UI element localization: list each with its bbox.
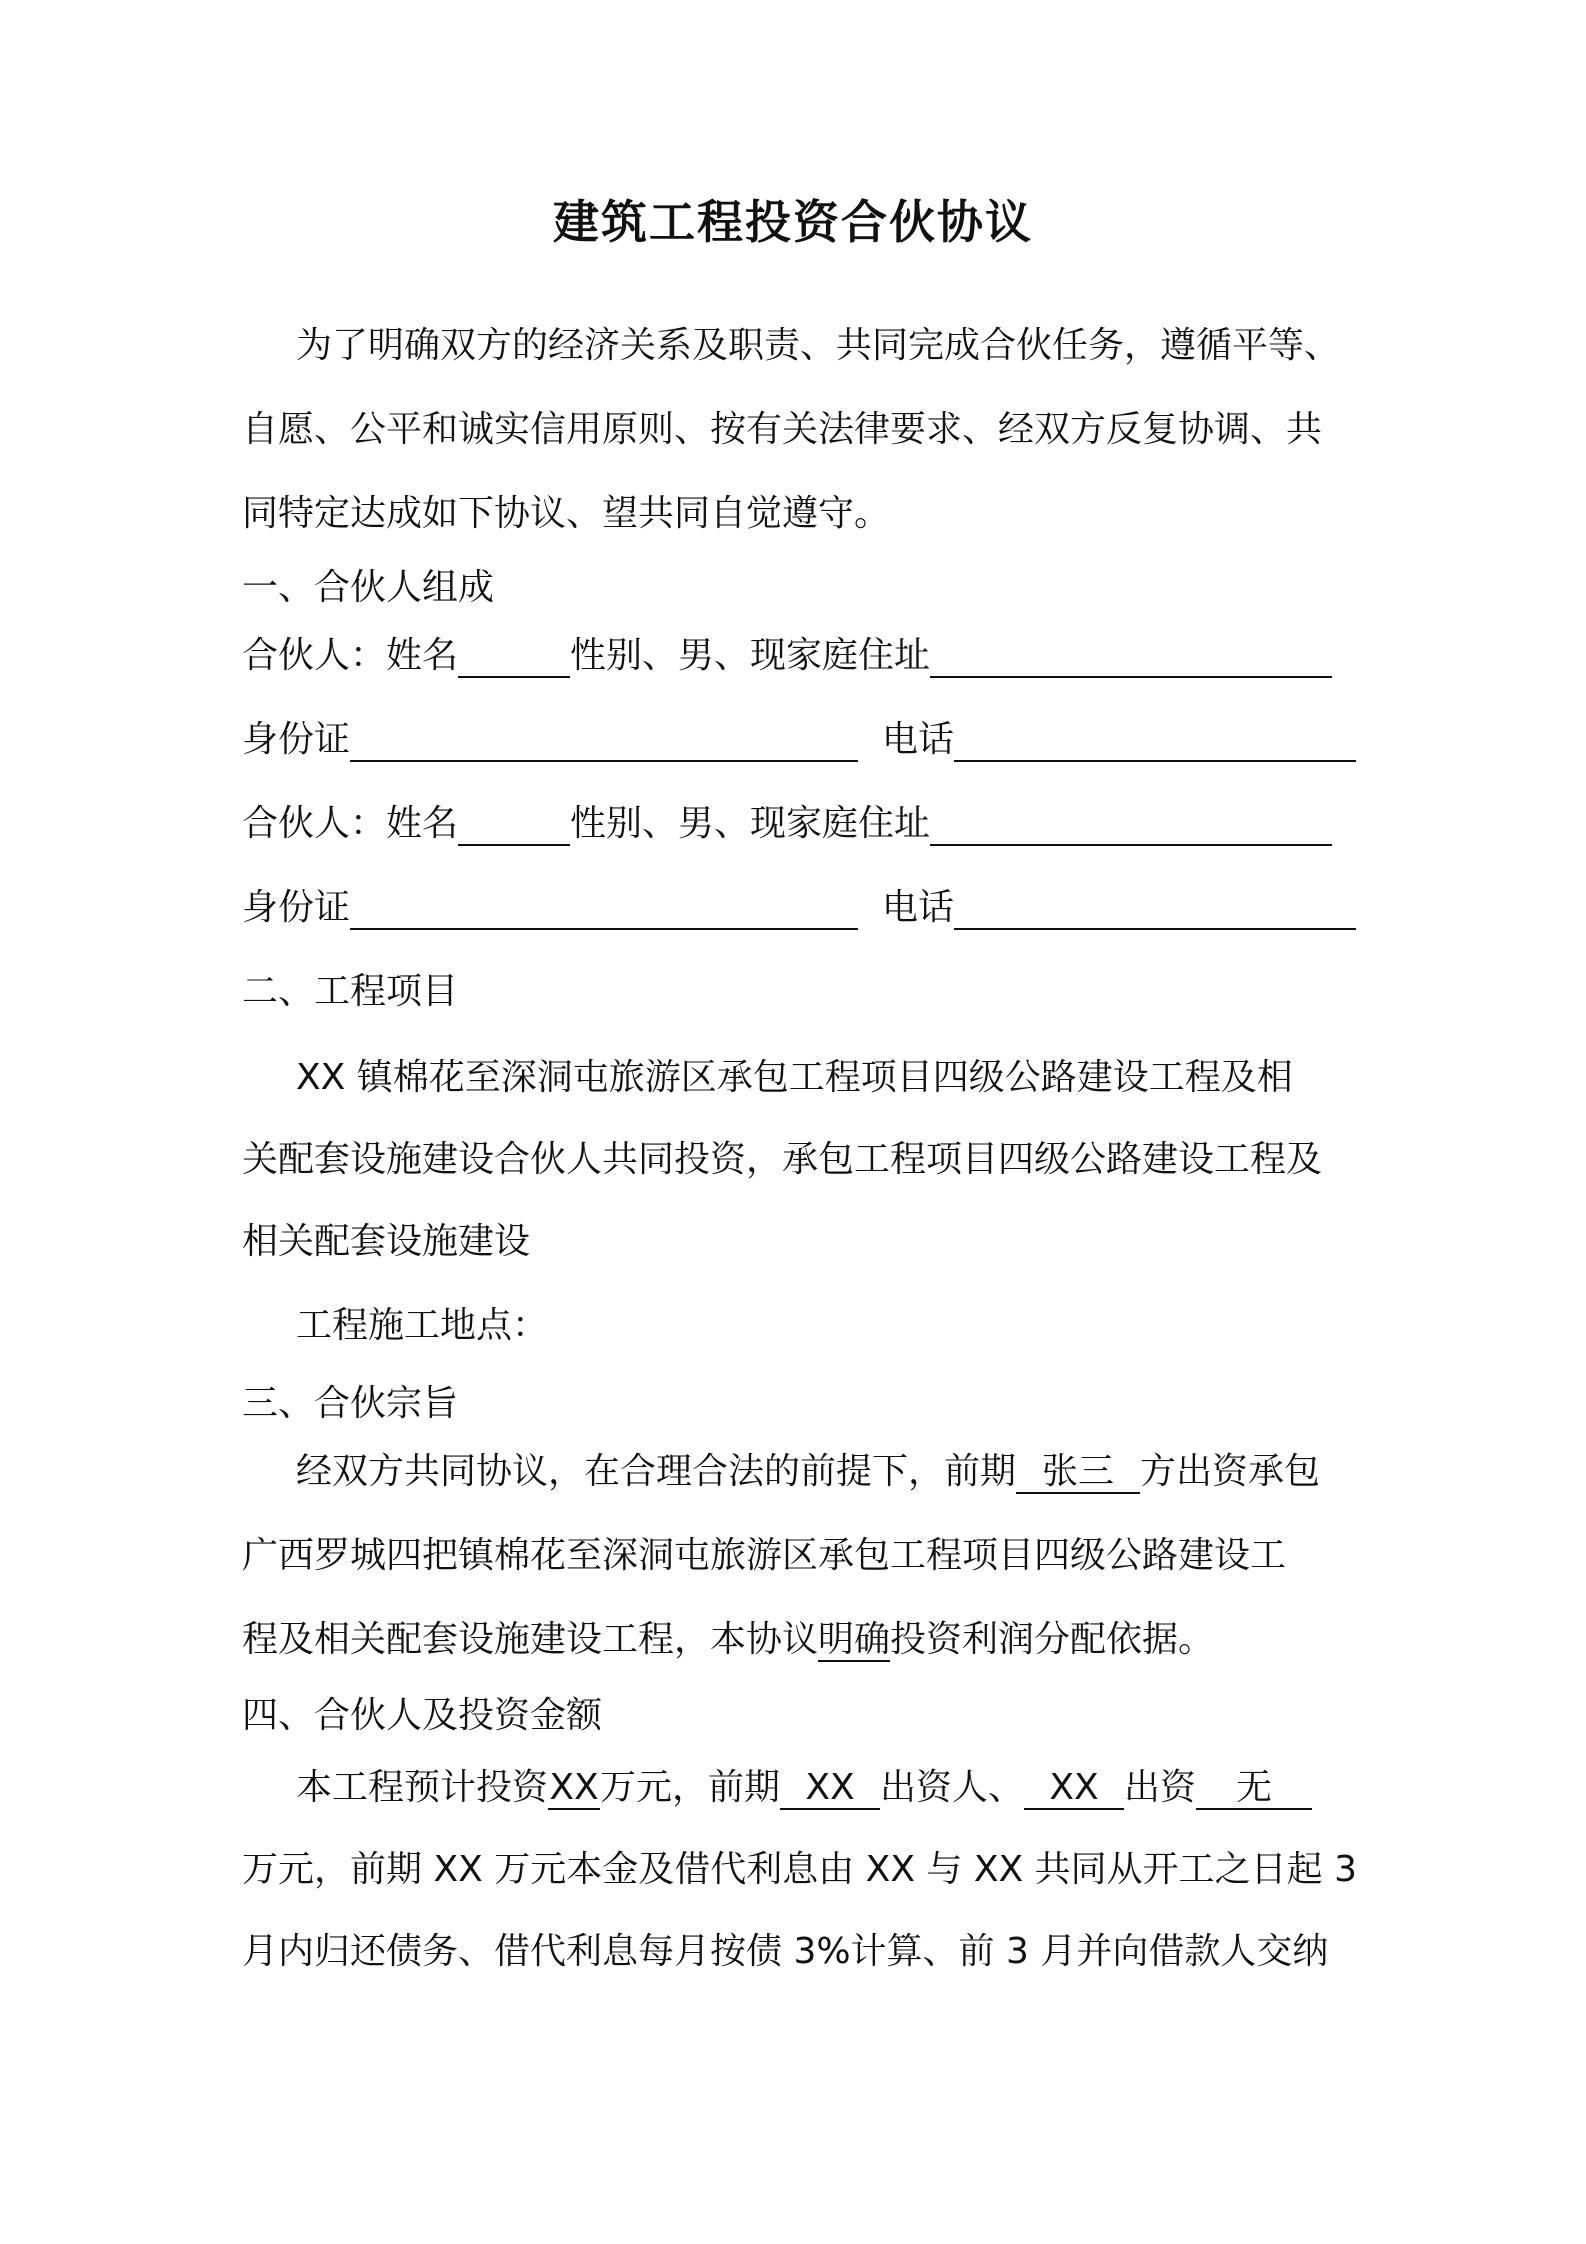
investor-2-amount-field[interactable]: 无 — [1196, 1766, 1312, 1810]
investment-line-3: 月内归还债务、借代利息每月按债 3%计算、前 3 月并向借款人交纳 — [242, 1931, 1329, 1972]
partner-1-name-field[interactable] — [458, 634, 570, 678]
purpose-line-3 — [242, 1618, 1357, 1662]
investment-line-2: 万元，前期 XX 万元本金及借代利息由 XX 与 XX 共同从开工之日起 3 — [242, 1849, 1357, 1890]
partner-1-phone-field[interactable] — [954, 718, 1356, 762]
partner-2-row — [242, 802, 1357, 846]
partner-name-label: 合伙人：姓名 — [242, 803, 459, 844]
purpose-text: 投资利润分配依据。 — [890, 1619, 1215, 1660]
section-1-heading: 一、合伙人组成 — [242, 567, 495, 608]
intro-line-1: 为了明确双方的经济关系及职责、共同完成合伙任务，遵循平等、 — [296, 325, 1341, 366]
underlined-word: 明确 — [818, 1619, 891, 1660]
project-line-1: XX 镇棉花至深洞屯旅游区承包工程项目四级公路建设工程及相 — [296, 1057, 1293, 1098]
document-title: 建筑工程投资合伙协议 — [553, 195, 1033, 249]
investor-name-field[interactable]: 张三 — [1016, 1450, 1140, 1494]
partner-2-phone-field[interactable] — [954, 886, 1356, 930]
partner-1-id-row — [242, 718, 1357, 762]
phone-label: 电话 — [882, 719, 955, 760]
purpose-text: 方出资承包 — [1140, 1451, 1321, 1492]
purpose-text: 程及相关配套设施建设工程，本协议 — [242, 1619, 819, 1660]
partner-gender-address-label: 性别、男、现家庭住址 — [570, 803, 931, 844]
section-3-heading: 三、合伙宗旨 — [242, 1383, 459, 1424]
id-label: 身份证 — [242, 719, 351, 760]
intro-line-2: 自愿、公平和诚实信用原则、按有关法律要求、经双方反复协调、共 — [242, 409, 1323, 450]
investment-text: 本工程预计投资 — [296, 1767, 549, 1808]
purpose-line-1 — [296, 1450, 1357, 1494]
partner-2-name-field[interactable] — [458, 802, 570, 846]
partner-2-address-field[interactable] — [930, 802, 1332, 846]
investment-text: 出资 — [1124, 1767, 1197, 1808]
intro-line-3: 同特定达成如下协议、望共同自觉遵守。 — [242, 493, 891, 534]
partner-name-label: 合伙人：姓名 — [242, 635, 459, 676]
section-4-heading: 四、合伙人及投资金额 — [242, 1695, 603, 1736]
investment-text: 万元，前期 — [600, 1767, 781, 1808]
partner-gender-address-label: 性别、男、现家庭住址 — [570, 635, 931, 676]
total-amount-field[interactable]: XX — [549, 1767, 599, 1808]
investor-1-field[interactable]: XX — [780, 1766, 880, 1810]
investor-2-field[interactable]: XX — [1024, 1766, 1124, 1810]
partner-1-address-field[interactable] — [930, 634, 1332, 678]
site-label: 工程施工地点： — [296, 1305, 549, 1346]
investment-text: 出资人、 — [880, 1767, 1025, 1808]
section-2-heading: 二、工程项目 — [242, 971, 459, 1012]
purpose-text: 经双方共同协议，在合理合法的前提下，前期 — [296, 1451, 1017, 1492]
purpose-line-2: 广西罗城四把镇棉花至深洞屯旅游区承包工程项目四级公路建设工 — [242, 1535, 1287, 1576]
partner-2-id-row — [242, 886, 1357, 930]
id-label: 身份证 — [242, 887, 351, 928]
partner-1-row — [242, 634, 1357, 678]
investment-line-1 — [296, 1766, 1357, 1810]
project-line-3: 相关配套设施建设 — [242, 1221, 531, 1262]
partner-2-id-field[interactable] — [350, 886, 858, 930]
project-line-2: 关配套设施建设合伙人共同投资，承包工程项目四级公路建设工程及 — [242, 1139, 1323, 1180]
partner-1-id-field[interactable] — [350, 718, 858, 762]
phone-label: 电话 — [882, 887, 955, 928]
